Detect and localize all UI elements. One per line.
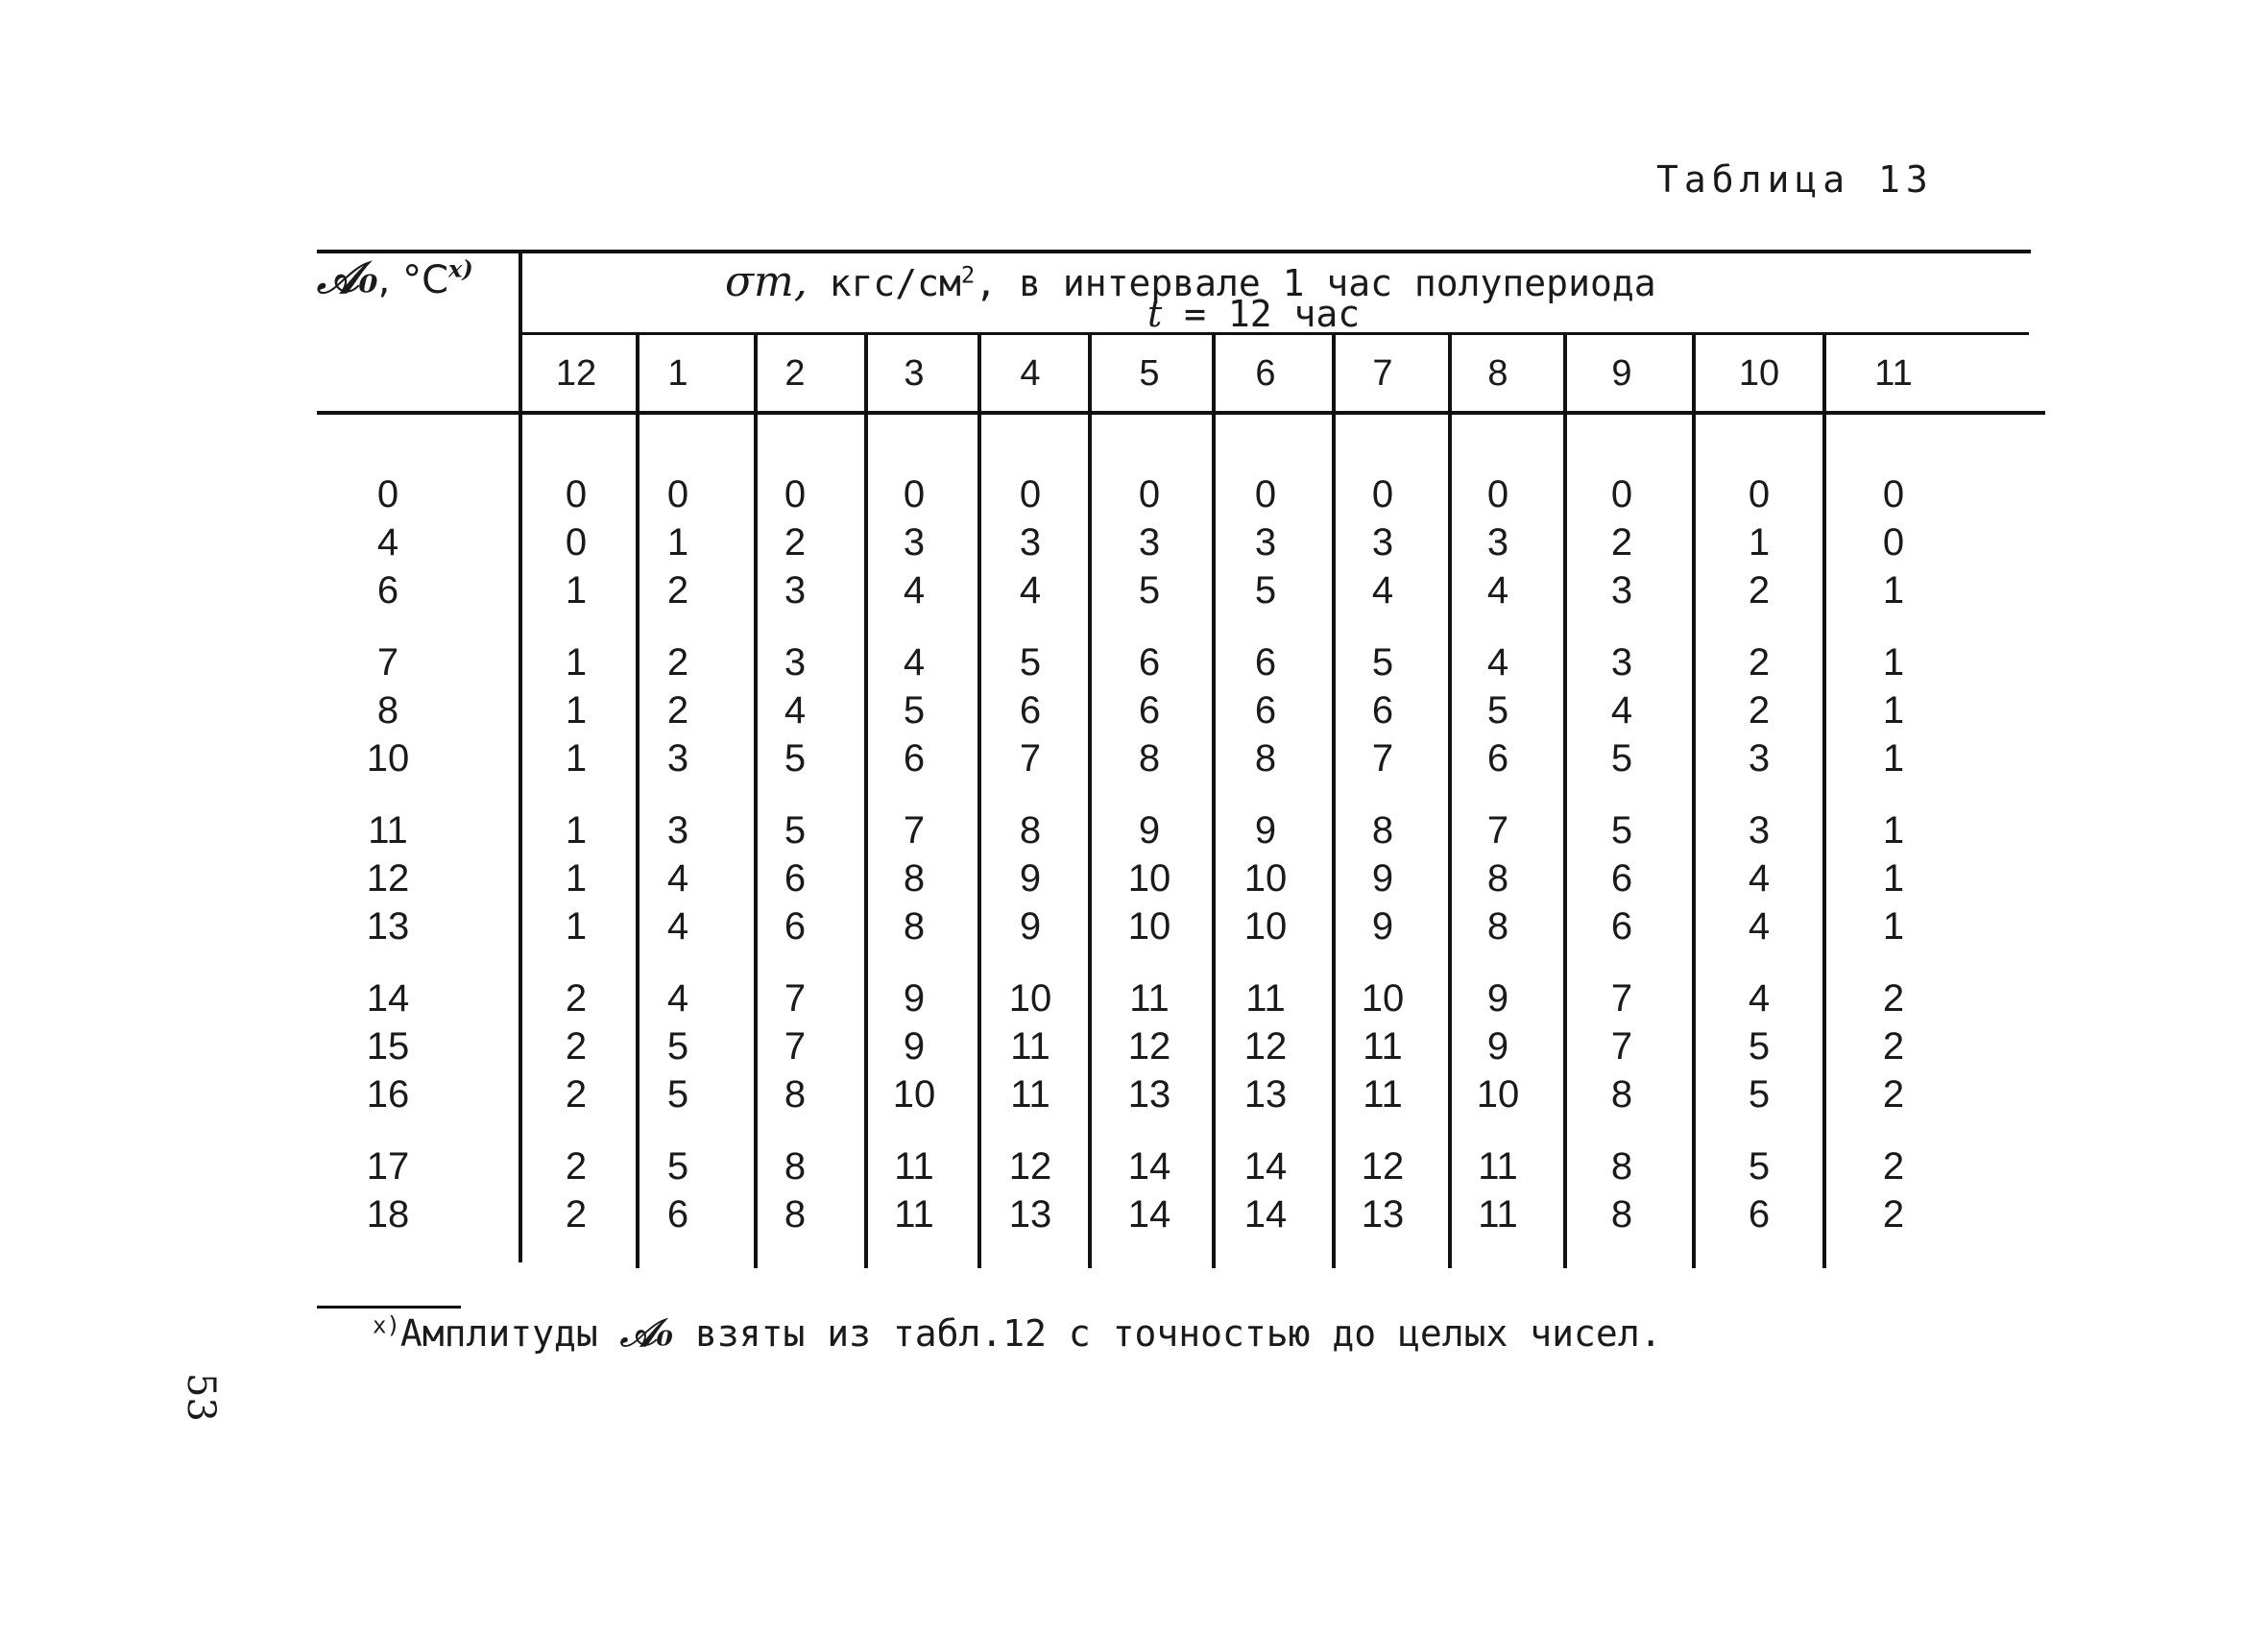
- table-cell: 11: [894, 1145, 934, 1188]
- hour-column-header: 2: [784, 353, 806, 394]
- table-cell: 3: [666, 737, 689, 780]
- table-cell: 11: [1363, 1073, 1403, 1116]
- column-divider: [1692, 332, 1696, 1268]
- table-cell: 1: [1882, 641, 1905, 684]
- table-cell: 1: [565, 569, 588, 612]
- table-cell: 1: [565, 689, 588, 732]
- table-cell: 6: [903, 737, 926, 780]
- param-symbol: 𝒜₀: [317, 252, 378, 303]
- table-cell: 12: [1127, 1025, 1171, 1068]
- table-cell: 11: [1363, 1025, 1403, 1068]
- row-param-value: 17: [366, 1145, 410, 1188]
- param-note: x): [448, 254, 473, 283]
- hour-column-header: 8: [1487, 353, 1508, 394]
- column-divider: [1822, 332, 1826, 1268]
- table-cell: 3: [784, 569, 807, 612]
- table-cell: 6: [1019, 689, 1042, 732]
- table-cell: 7: [784, 1025, 807, 1068]
- table-cell: 2: [1882, 977, 1905, 1020]
- table-cell: 11: [1010, 1025, 1050, 1068]
- table-cell: 8: [1486, 905, 1509, 948]
- table-cell: 9: [903, 1025, 926, 1068]
- table-cell: 5: [666, 1073, 689, 1116]
- period-header: [1147, 293, 1360, 335]
- table-cell: 8: [1610, 1145, 1633, 1188]
- hour-column-header: 5: [1139, 353, 1160, 394]
- stress-desc: , в интервале 1 час полупериода: [975, 262, 1656, 304]
- row-param-value: 0: [376, 473, 399, 516]
- table-cell: 8: [1610, 1193, 1633, 1236]
- table-cell: 2: [1748, 689, 1771, 732]
- table-cell: 2: [666, 689, 689, 732]
- table-cell: 5: [1138, 569, 1161, 612]
- row-param-value: 10: [366, 737, 410, 780]
- row-param-value: 13: [366, 905, 410, 948]
- table-cell: 2: [565, 1025, 588, 1068]
- table-cell: 6: [1748, 1193, 1771, 1236]
- column-divider: [519, 250, 522, 1262]
- table-cell: 3: [903, 521, 926, 564]
- table-cell: 12: [1243, 1025, 1288, 1068]
- table-cell: 5: [784, 809, 807, 852]
- table-cell: 7: [1019, 737, 1042, 780]
- table-cell: 1: [1882, 569, 1905, 612]
- table-cell: 10: [1243, 857, 1288, 900]
- table-cell: 8: [903, 905, 926, 948]
- table-cell: 1: [1882, 737, 1905, 780]
- table-cell: 4: [1019, 569, 1042, 612]
- table-cell: 8: [784, 1145, 807, 1188]
- table-cell: 2: [1882, 1073, 1905, 1116]
- stress-symbol: σт,: [725, 257, 808, 306]
- table-cell: 2: [565, 977, 588, 1020]
- hour-column-header: 11: [1874, 353, 1913, 394]
- table-cell: 0: [1019, 473, 1042, 516]
- row-param-value: 7: [376, 641, 399, 684]
- table-cell: 11: [1245, 977, 1286, 1020]
- table-cell: 2: [1748, 569, 1771, 612]
- table-cell: 4: [903, 641, 926, 684]
- stress-unit: кгс/см: [807, 262, 961, 304]
- row-param-value: 11: [368, 809, 408, 852]
- table-cell: 5: [1610, 809, 1633, 852]
- table-cell: 5: [1610, 737, 1633, 780]
- param-header: [317, 252, 473, 305]
- row-param-value: 8: [376, 689, 399, 732]
- column-divider: [1088, 332, 1092, 1268]
- table-cell: 9: [1486, 977, 1509, 1020]
- table-cell: 7: [903, 809, 926, 852]
- table-cell: 1: [565, 905, 588, 948]
- row-param-value: 6: [376, 569, 399, 612]
- table-cell: 5: [1748, 1145, 1771, 1188]
- table-cell: 6: [1610, 857, 1633, 900]
- table-cell: 0: [565, 521, 588, 564]
- table-cell: 4: [1371, 569, 1394, 612]
- table-cell: 7: [1371, 737, 1394, 780]
- table-cell: 1: [1882, 905, 1905, 948]
- table-cell: 0: [565, 473, 588, 516]
- table-cell: 5: [666, 1025, 689, 1068]
- stress-unit-exp: 2: [960, 261, 976, 289]
- hour-column-header: 3: [904, 353, 925, 394]
- table-cell: 2: [666, 569, 689, 612]
- table-cell: 2: [1610, 521, 1633, 564]
- table-cell: 8: [1138, 737, 1161, 780]
- table-cell: 10: [1243, 905, 1288, 948]
- table-cell: 6: [1486, 737, 1509, 780]
- table-cell: 4: [1486, 641, 1509, 684]
- table-cell: 7: [1610, 1025, 1633, 1068]
- table-cell: 4: [1748, 857, 1771, 900]
- table-cell: 0: [1882, 473, 1905, 516]
- hour-column-header: 6: [1255, 353, 1276, 394]
- hour-column-header: 7: [1372, 353, 1393, 394]
- header-bottom-rule: [317, 411, 2045, 415]
- table-cell: 6: [1254, 689, 1277, 732]
- table-cell: 3: [1610, 569, 1633, 612]
- table-cell: 6: [784, 905, 807, 948]
- table-cell: 3: [1486, 521, 1509, 564]
- table-cell: 3: [1254, 521, 1277, 564]
- hour-column-header: 1: [667, 353, 688, 394]
- table-cell: 0: [1138, 473, 1161, 516]
- table-cell: 2: [1882, 1193, 1905, 1236]
- table-cell: 11: [894, 1193, 934, 1236]
- table-cell: 3: [1748, 809, 1771, 852]
- table-cell: 4: [1748, 905, 1771, 948]
- table-cell: 6: [666, 1193, 689, 1236]
- table-cell: 7: [1610, 977, 1633, 1020]
- hour-column-header: 10: [1738, 353, 1780, 394]
- table-cell: 0: [1882, 521, 1905, 564]
- table-cell: 0: [1254, 473, 1277, 516]
- hour-column-header: 12: [555, 353, 597, 394]
- table-cell: 10: [892, 1073, 936, 1116]
- table-cell: 1: [565, 641, 588, 684]
- table-cell: 4: [1610, 689, 1633, 732]
- table-cell: 4: [903, 569, 926, 612]
- table-cell: 1: [565, 737, 588, 780]
- table-cell: 12: [1008, 1145, 1052, 1188]
- table-cell: 9: [1371, 905, 1394, 948]
- table-cell: 2: [565, 1073, 588, 1116]
- table-cell: 5: [784, 737, 807, 780]
- table-cell: 13: [1361, 1193, 1405, 1236]
- table-cell: 13: [1127, 1073, 1171, 1116]
- table-cell: 3: [1138, 521, 1161, 564]
- row-param-value: 14: [366, 977, 410, 1020]
- table-caption: Таблица 13: [1656, 158, 1934, 201]
- footnote-rule: [317, 1306, 461, 1309]
- table-cell: 13: [1008, 1193, 1052, 1236]
- table-cell: 0: [1371, 473, 1394, 516]
- table-cell: 1: [666, 521, 689, 564]
- table-cell: 11: [1129, 977, 1170, 1020]
- param-unit: , °C: [377, 258, 449, 302]
- table-cell: 3: [1610, 641, 1633, 684]
- table-cell: 5: [1371, 641, 1394, 684]
- table-cell: 13: [1243, 1073, 1288, 1116]
- table-cell: 0: [784, 473, 807, 516]
- table-cell: 8: [784, 1073, 807, 1116]
- table-cell: 6: [1254, 641, 1277, 684]
- table-cell: 6: [1138, 641, 1161, 684]
- table-cell: 4: [1486, 569, 1509, 612]
- table-cell: 0: [1748, 473, 1771, 516]
- row-param-value: 12: [366, 857, 410, 900]
- row-param-value: 18: [366, 1193, 410, 1236]
- table-cell: 7: [1486, 809, 1509, 852]
- table-cell: 11: [1478, 1193, 1518, 1236]
- table-cell: 3: [666, 809, 689, 852]
- table-cell: 12: [1361, 1145, 1405, 1188]
- table-cell: 8: [1486, 857, 1509, 900]
- table-cell: 7: [784, 977, 807, 1020]
- table-cell: 2: [1748, 641, 1771, 684]
- table-cell: 1: [1748, 521, 1771, 564]
- table-cell: 3: [1748, 737, 1771, 780]
- table-cell: 0: [1610, 473, 1633, 516]
- table-cell: 5: [1486, 689, 1509, 732]
- table-cell: 2: [1882, 1145, 1905, 1188]
- table-cell: 9: [1254, 809, 1277, 852]
- table-cell: 8: [903, 857, 926, 900]
- table-cell: 1: [1882, 809, 1905, 852]
- table-cell: 4: [666, 857, 689, 900]
- table-cell: 14: [1127, 1193, 1171, 1236]
- table-cell: 5: [1019, 641, 1042, 684]
- table-cell: 2: [565, 1145, 588, 1188]
- table-cell: 3: [1371, 521, 1394, 564]
- table-cell: 0: [903, 473, 926, 516]
- table-cell: 5: [903, 689, 926, 732]
- table-cell: 9: [1138, 809, 1161, 852]
- table-cell: 10: [1361, 977, 1405, 1020]
- table-cell: 0: [1486, 473, 1509, 516]
- table-cell: 14: [1243, 1193, 1288, 1236]
- table-cell: 1: [1882, 689, 1905, 732]
- footnote: [373, 1310, 1662, 1356]
- table-cell: 9: [1019, 905, 1042, 948]
- table-cell: 14: [1243, 1145, 1288, 1188]
- table-cell: 2: [666, 641, 689, 684]
- period-text: = 12 час: [1162, 293, 1361, 335]
- row-param-value: 16: [366, 1073, 410, 1116]
- table-cell: 3: [1019, 521, 1042, 564]
- footnote-text-b: взяты из табл.12 с точностью до целых чисел.: [673, 1312, 1662, 1355]
- table-cell: 4: [1748, 977, 1771, 1020]
- table-cell: 6: [1138, 689, 1161, 732]
- top-rule: [317, 250, 2031, 253]
- table-cell: 4: [666, 905, 689, 948]
- table-cell: 6: [1371, 689, 1394, 732]
- table-cell: 6: [784, 857, 807, 900]
- table-cell: 9: [903, 977, 926, 1020]
- table-cell: 10: [1127, 857, 1171, 900]
- footnote-text-a: Амплитуды: [399, 1312, 620, 1355]
- row-param-value: 4: [376, 521, 399, 564]
- table-cell: 10: [1127, 905, 1171, 948]
- table-cell: 8: [784, 1193, 807, 1236]
- table-cell: 2: [565, 1193, 588, 1236]
- table-cell: 10: [1008, 977, 1052, 1020]
- table-cell: 11: [1010, 1073, 1050, 1116]
- table-cell: 4: [666, 977, 689, 1020]
- table-cell: 8: [1371, 809, 1394, 852]
- table-cell: 14: [1127, 1145, 1171, 1188]
- table-cell: 0: [666, 473, 689, 516]
- table-cell: 1: [565, 857, 588, 900]
- period-symbol: t: [1147, 293, 1163, 335]
- table-cell: 5: [1748, 1073, 1771, 1116]
- table-cell: 9: [1486, 1025, 1509, 1068]
- table-cell: 2: [784, 521, 807, 564]
- table-cell: 2: [1882, 1025, 1905, 1068]
- table-cell: 11: [1478, 1145, 1518, 1188]
- column-divider: [1563, 332, 1567, 1268]
- table-cell: 9: [1371, 857, 1394, 900]
- table-cell: 5: [1254, 569, 1277, 612]
- table-cell: 5: [1748, 1025, 1771, 1068]
- table-cell: 8: [1254, 737, 1277, 780]
- table-cell: 6: [1610, 905, 1633, 948]
- row-param-value: 15: [366, 1025, 410, 1068]
- table-cell: 3: [784, 641, 807, 684]
- hour-column-header: 4: [1020, 353, 1041, 394]
- page-number: 53: [179, 1373, 223, 1422]
- table-cell: 1: [1882, 857, 1905, 900]
- footnote-marker: x): [373, 1311, 400, 1339]
- hour-column-header: 9: [1611, 353, 1632, 394]
- table-cell: 8: [1019, 809, 1042, 852]
- table-cell: 8: [1610, 1073, 1633, 1116]
- table-cell: 1: [565, 809, 588, 852]
- table-cell: 4: [784, 689, 807, 732]
- table-cell: 10: [1476, 1073, 1520, 1116]
- footnote-symbol: 𝒜₀: [619, 1310, 674, 1356]
- table-cell: 5: [666, 1145, 689, 1188]
- table-cell: 9: [1019, 857, 1042, 900]
